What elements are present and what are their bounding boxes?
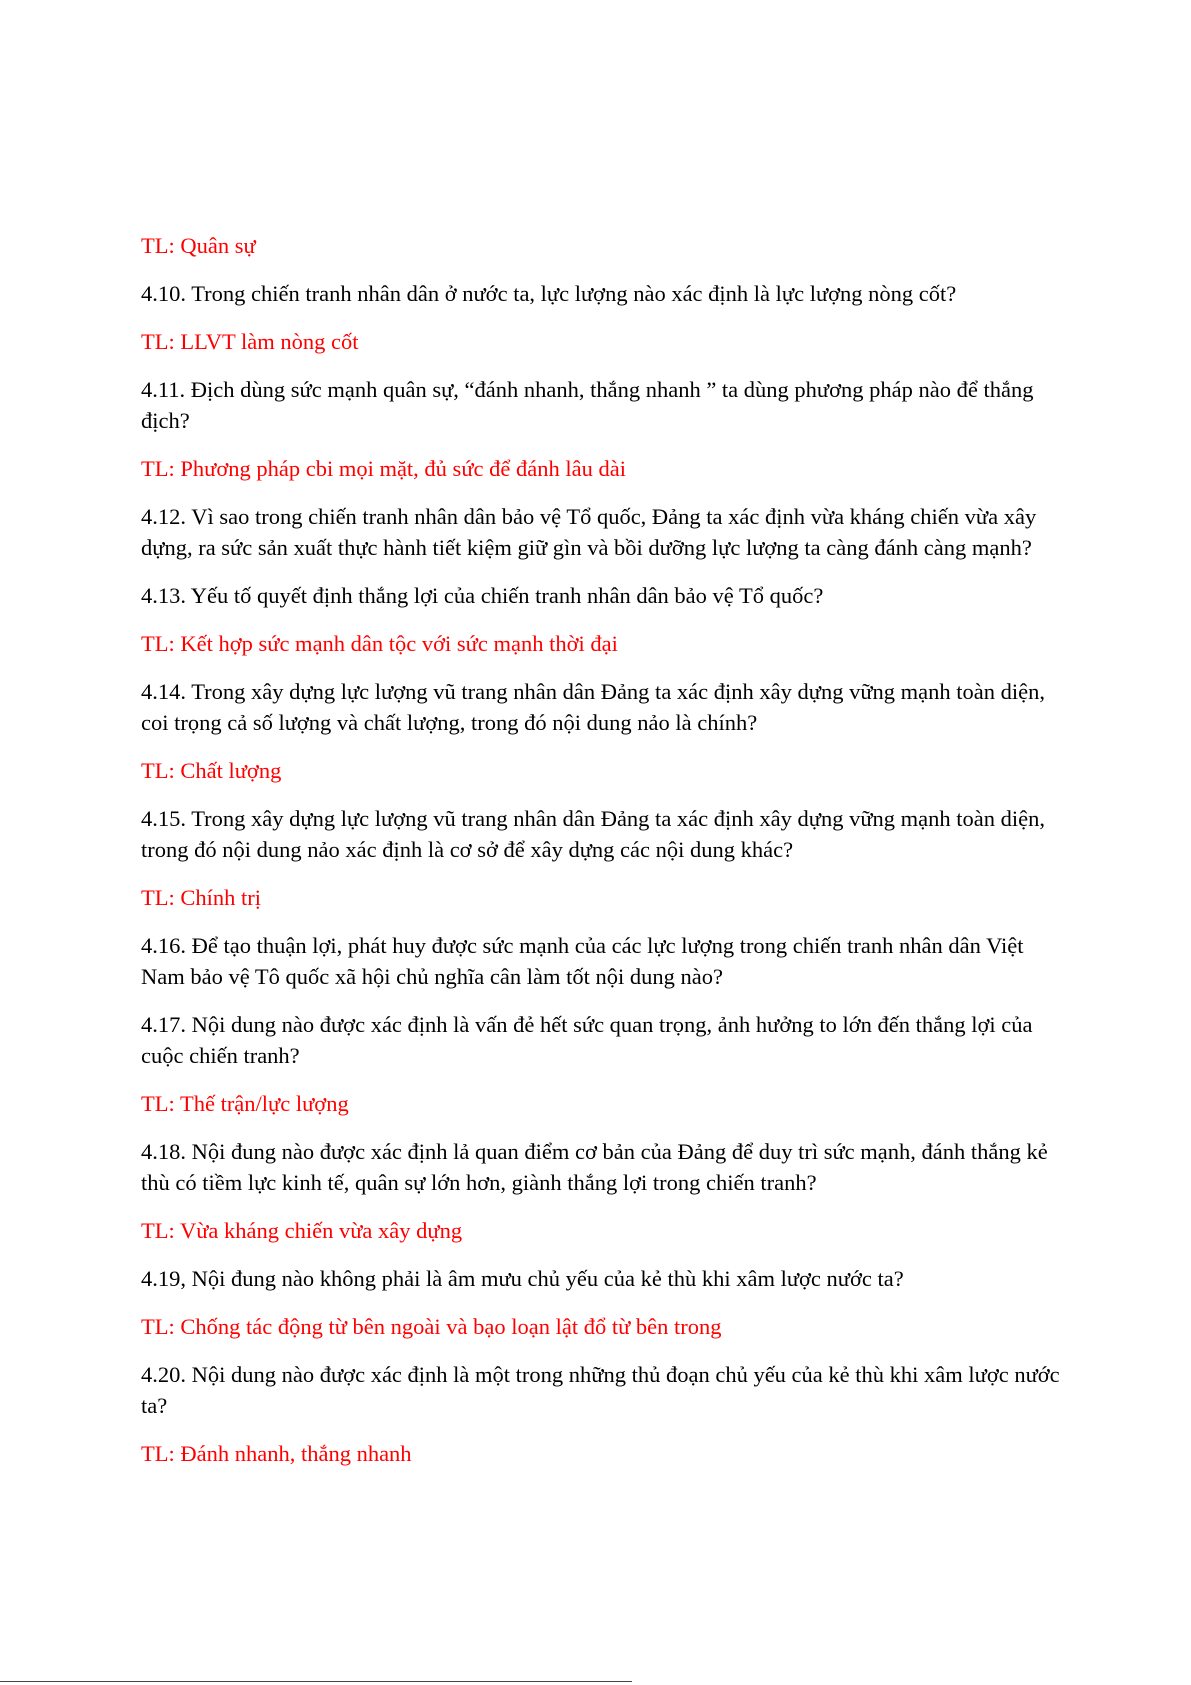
answer-text: TL: LLVT làm nòng cốt <box>141 329 359 354</box>
question-text: 4.11. Địch dùng sức mạnh quân sự, “đánh nhanh, thắng nhanh ” ta dùng phương pháp nào để thắng địch? <box>141 377 1034 433</box>
question-text: 4.20. Nội dung nào được xác định là một trong những thủ đoạn chủ yếu của kẻ thù khi xâm lược nước ta? <box>141 1362 1060 1418</box>
question-text: 4.17. Nội dung nào được xác định là vấn đẻ hết sức quan trọng, ảnh hưởng to lớn đến thắng lợi của cuộc chiến tranh? <box>141 1012 1033 1068</box>
question-text: 4.15. Trong xây dựng lực lượng vũ trang nhân dân Đảng ta xác định xây dựng vững mạnh toàn diện, trong đó nội dung nảo xác định là cơ sở để xây dựng các nội dung khác? <box>141 806 1045 862</box>
answer-text: TL: Chất lượng <box>141 758 282 783</box>
answer-text: TL: Chống tác động từ bên ngoài và bạo loạn lật đổ từ bên trong <box>141 1314 722 1339</box>
question-text: 4.14. Trong xây dựng lực lượng vũ trang nhân dân Đảng ta xác định xây dựng vững mạnh toàn diện, coi trọng cả số lượng và chất lượng, trong đó nội dung nảo là chính? <box>141 679 1045 735</box>
answer-text: TL: Thế trận/lực lượng <box>141 1091 349 1116</box>
answer-text: TL: Quân sự <box>141 233 256 258</box>
answer-text: TL: Kết hợp sức mạnh dân tộc với sức mạnh thời đại <box>141 631 618 656</box>
question-text: 4.10. Trong chiến tranh nhân dân ở nước ta, lực lượng nào xác định là lực lượng nòng cốt? <box>141 281 957 306</box>
document-body <box>141 230 1061 1486</box>
answer-text: TL: Vừa kháng chiến vừa xây dựng <box>141 1218 463 1243</box>
page-bottom-rule-segment <box>598 1681 632 1682</box>
question-text: 4.18. Nội đung nào được xác định lả quan điểm cơ bản của Đảng để duy trì sức mạnh, đánh thắng kẻ thù có tiềm lực kinh tế, quân sự lớn hơn, giành thắng lợi trong chiến tranh? <box>141 1139 1048 1195</box>
question-text: 4.16. Để tạo thuận lợi, phát huy được sức mạnh của các lực lượng trong chiến tranh nhân dân Việt Nam bảo vệ Tô quốc xã hội chủ nghĩa cân làm tốt nội dung nào? <box>141 933 1024 989</box>
answer-text: TL: Đánh nhanh, thắng nhanh <box>141 1441 412 1466</box>
page-bottom-rule <box>0 1681 632 1682</box>
question-text: 4.19, Nội đung nào không phải là âm mưu chủ yếu của kẻ thù khi xâm lược nước ta? <box>141 1266 904 1291</box>
answer-text: TL: Phương pháp cbi mọi mặt, đủ sức để đánh lâu dài <box>141 456 626 481</box>
question-text: 4.13. Yếu tố quyết định thắng lợi của chiến tranh nhân dân bảo vệ Tổ quốc? <box>141 583 824 608</box>
question-text: 4.12. Vì sao trong chiến tranh nhân dân bảo vệ Tổ quốc, Đảng ta xác định vừa kháng chiến vừa xây dựng, ra sức sản xuất thực hành tiết kiệm giữ gìn và bồi dưỡng lực lượng ta càng đánh càng mạnh? <box>141 504 1037 560</box>
answer-text: TL: Chính trị <box>141 885 261 910</box>
